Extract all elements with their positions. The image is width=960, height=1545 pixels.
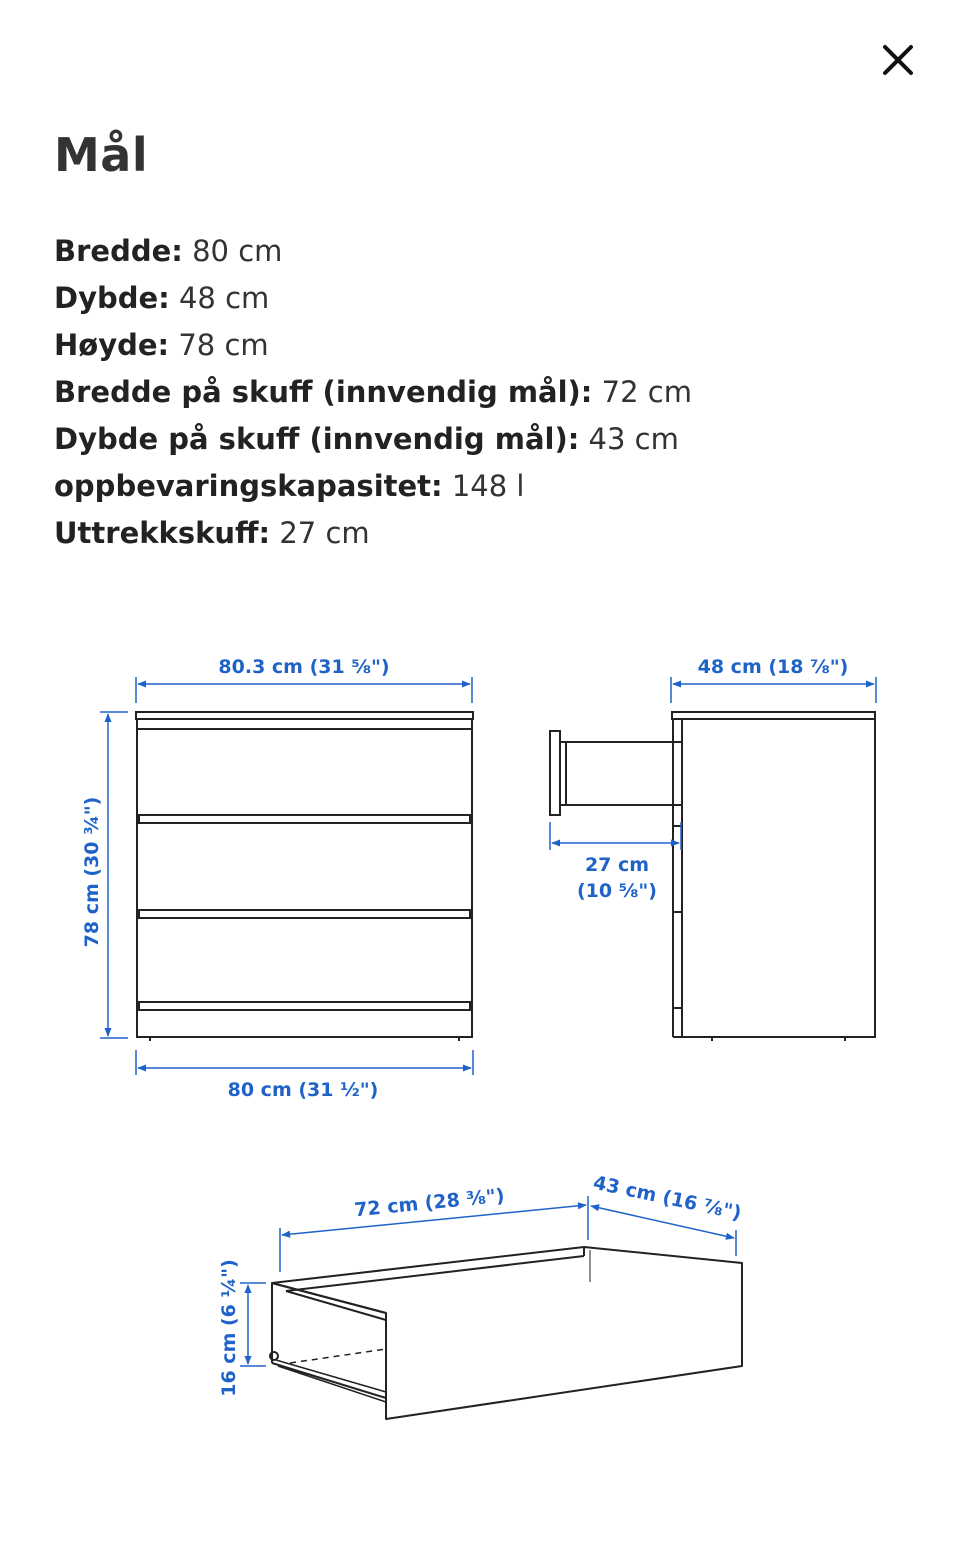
drawer-perspective-drawing <box>270 1247 742 1419</box>
spec-label: Uttrekkskuff: <box>54 516 271 550</box>
spec-value: 27 cm <box>279 516 370 550</box>
side-depth-dimension <box>671 677 876 703</box>
front-top-width-label: 80.3 cm (31 ⅝") <box>218 656 390 678</box>
spec-row-drawer-depth <box>54 416 692 463</box>
spec-row-depth <box>54 275 692 322</box>
drawer-pullout-label-line2: (10 ⅝") <box>577 880 657 902</box>
spec-value: 72 cm <box>601 375 692 409</box>
front-height-label: 78 cm (30 ¾") <box>81 796 103 948</box>
spec-value: 78 cm <box>178 328 269 362</box>
front-drawer-gap <box>139 1002 470 1010</box>
front-view-drawing <box>136 712 473 1041</box>
drawer-pullout-label-line1: 27 cm <box>584 854 650 876</box>
front-drawer-gap <box>139 910 470 918</box>
pulled-drawer-front <box>550 731 560 815</box>
drawer-side-top <box>272 1283 386 1313</box>
drawer-side-bottom <box>272 1363 386 1398</box>
spec-value: 48 cm <box>178 281 270 315</box>
drawer-height-label: 16 cm (6 ¼") <box>218 1259 240 1397</box>
spec-label: Bredde på skuff (innvendig mål): <box>54 375 593 409</box>
front-top-width-dimension <box>136 677 472 703</box>
close-icon <box>881 43 915 77</box>
spec-list <box>54 228 692 557</box>
spec-value: 43 cm <box>588 422 679 456</box>
spec-row-height <box>54 322 692 369</box>
side-depth-label: 48 cm (18 ⅞") <box>697 656 849 678</box>
spec-row-width <box>54 228 692 275</box>
dimension-diagram <box>0 590 960 1490</box>
spec-label: Dybde: <box>54 281 170 315</box>
close-button[interactable] <box>872 34 924 86</box>
drawer-height-dimension <box>240 1283 266 1366</box>
front-drawer-gap <box>139 815 470 823</box>
front-body <box>137 719 472 1037</box>
drawer-width-label: 72 cm (28 ⅜") <box>353 1184 506 1222</box>
spec-row-storage-capacity <box>54 463 692 510</box>
front-height-dimension <box>100 712 128 1038</box>
front-bottom-width-dimension <box>136 1050 473 1075</box>
spec-label: Høyde: <box>54 328 170 362</box>
front-top-panel <box>136 712 473 719</box>
drawer-depth-label: 43 cm (16 ⅞") <box>591 1171 744 1225</box>
drawer-runner <box>278 1366 386 1402</box>
drawer-inner-edge <box>286 1291 386 1320</box>
drawer-outline <box>272 1247 742 1419</box>
drawer-pullout-dimension <box>550 822 681 850</box>
side-view-drawing <box>550 712 875 1041</box>
spec-label: Bredde: <box>54 234 183 268</box>
front-bottom-width-label: 80 cm (31 ½") <box>227 1079 379 1101</box>
drawer-hidden-edge <box>290 1349 386 1363</box>
spec-row-pullout-drawer <box>54 510 692 557</box>
side-top-panel <box>672 712 875 719</box>
spec-label: oppbevaringskapasitet: <box>54 469 443 503</box>
spec-row-drawer-width <box>54 369 692 416</box>
spec-label: Dybde på skuff (innvendig mål): <box>54 422 580 456</box>
dialog-title: Mål <box>54 128 149 182</box>
drawer-back-inner <box>286 1256 584 1291</box>
side-body <box>682 719 875 1037</box>
spec-value: 148 l <box>451 469 525 503</box>
spec-value: 80 cm <box>192 234 283 268</box>
drawer-runner <box>276 1360 386 1392</box>
